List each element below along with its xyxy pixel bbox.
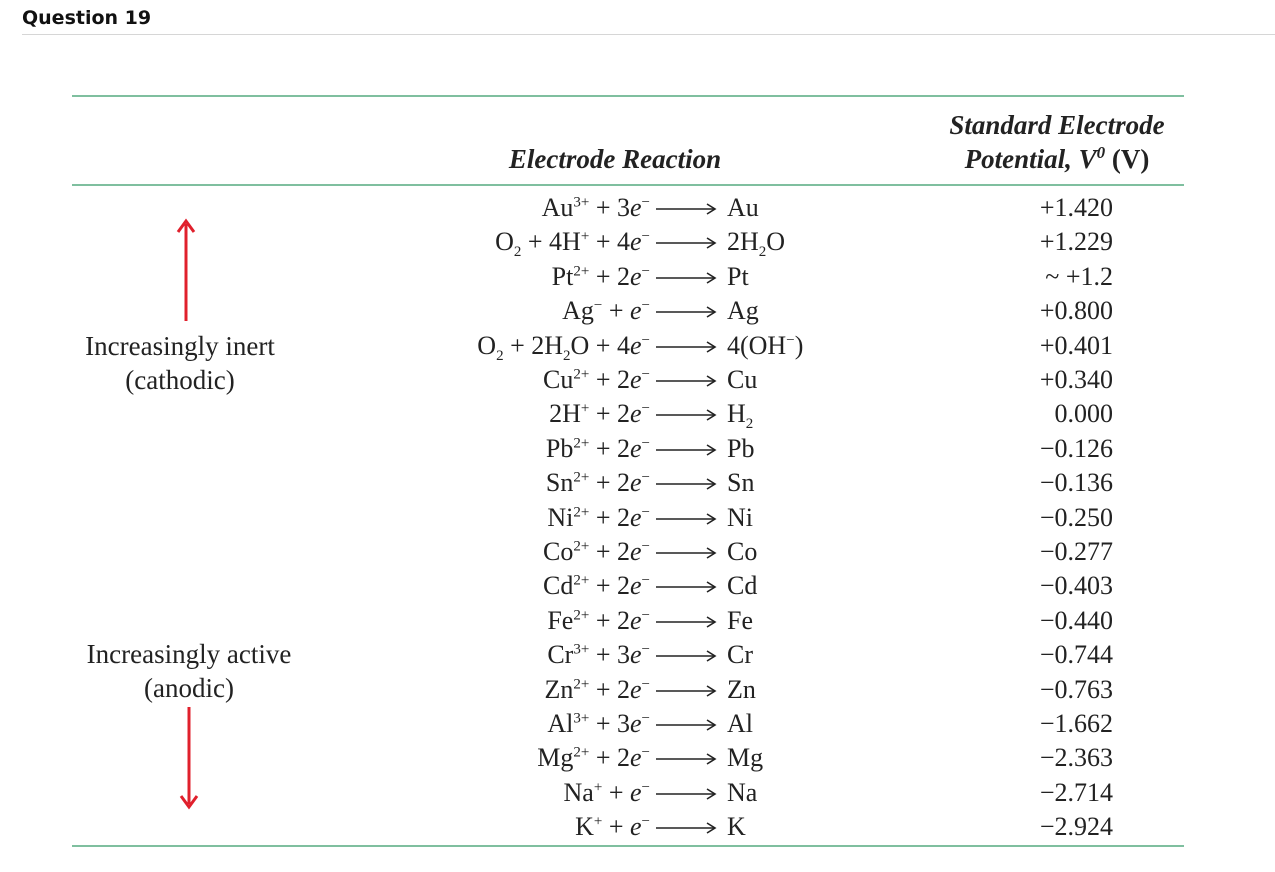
reactant-part: e [629,812,642,842]
reaction-products [727,501,753,535]
reaction-products [727,363,757,397]
reactant-part: − [641,228,650,245]
product-part: Ag [727,296,759,326]
table-row [0,776,1275,810]
reactant-part: Sn [545,468,574,498]
reaction-products [727,535,757,569]
reaction-products [727,225,785,259]
reaction-reactants [549,397,650,431]
table-row [0,397,1275,431]
reactant-part: Na [563,777,594,807]
reactant-part: 2+ [573,607,590,624]
table-header-rule [72,184,1184,186]
reactant-part: e [629,777,642,807]
reaction-arrow-icon [654,638,718,672]
standard-potential-value: −2.363 [1039,743,1113,773]
reaction-products [727,638,753,672]
product-part: H [727,399,746,429]
standard-potential-value: −0.440 [1039,605,1113,635]
reactant-part: − [641,263,650,280]
reactant-part: − [641,194,650,211]
reactant-part: Al [547,709,574,738]
product-part: Al [727,709,753,738]
table-row [0,466,1275,500]
table-row [0,260,1275,294]
reaction-reactants [546,432,650,466]
reactant-part: Zn [544,674,574,704]
reactant-part: + 3 [589,709,630,738]
reactant-part: + 2 [589,605,630,635]
standard-potential-value: −0.763 [1039,674,1113,704]
reactant-part: − [593,297,603,314]
reactant-part: − [641,297,650,314]
standard-potential-value: +1.420 [1039,193,1113,222]
reaction-arrow-icon [654,363,718,397]
table-row [0,294,1275,328]
header-potential-superscript: 0 [1096,143,1106,162]
product-part: Pt [727,261,749,291]
product-part: Mg [727,743,764,773]
reactant-part: 2 [513,244,522,261]
reaction-products [727,673,756,707]
reaction-products [727,569,757,603]
product-part: K [727,812,746,842]
reaction-arrow-icon [654,604,718,638]
reactant-part: Pb [545,433,574,463]
reactant-part: 2 [563,347,571,364]
reactant-part: + 4H [521,227,581,257]
reactant-part: e [629,502,642,532]
reaction-products [727,604,753,638]
standard-potential-value: −0.136 [1039,468,1113,498]
reaction-arrow-icon [654,501,718,535]
table-row [0,638,1275,672]
reactant-part: e [629,537,642,566]
reactant-part: Cr [547,640,574,670]
reactant-part: e [629,605,642,635]
reactant-part: e [629,640,642,670]
reactant-part: − [641,331,650,348]
reactant-part: − [641,779,650,796]
reaction-arrow-icon [654,535,718,569]
standard-potential-value: 0.000 [1054,399,1113,429]
reactant-part: K [575,812,594,842]
label-active-line2: (anodic) [144,673,234,703]
standard-potential-value: +0.800 [1039,296,1113,326]
reactant-part: + 3 [589,640,630,670]
reactant-part: e [629,709,642,738]
table-row [0,191,1275,225]
reactant-part: − [641,710,650,727]
product-part: O [766,227,786,257]
reactant-part: Mg [537,743,574,773]
reactant-part: − [641,435,650,452]
reactant-part: Pt [551,261,574,291]
reactant-part: e [629,468,642,498]
reaction-arrow-icon [654,673,718,707]
product-part: Cu [727,365,758,394]
reactant-part: + 2 [589,261,630,291]
product-part: 4(OH [727,330,787,360]
product-part: Pb [727,433,755,463]
reaction-arrow-icon [654,776,718,810]
reactant-part: 2+ [573,503,590,520]
reactant-part: Cd [543,571,574,601]
reactant-part: − [641,813,650,830]
reaction-products [727,191,759,225]
reactant-part: 2 [496,347,504,364]
reactant-part: − [641,744,650,761]
reactant-part: Au [541,193,574,222]
standard-potential-value: −0.744 [1039,640,1113,670]
reactant-part: e [629,743,642,773]
reactant-part: 2+ [573,469,590,486]
reactant-part: + 2 [589,743,630,773]
reaction-reactants [547,604,650,638]
reaction-reactants [552,260,650,294]
product-part: Fe [727,605,753,635]
reaction-reactants [543,535,650,569]
reactant-part: O [477,330,497,360]
product-part: − [786,331,795,348]
reactant-part: + [580,400,590,417]
product-part: Cd [727,571,758,601]
standard-potential-value: ~ +1.2 [1045,261,1113,291]
standard-potential-value: +0.401 [1039,330,1113,360]
reactant-part: 3+ [573,194,590,211]
reactant-part: e [629,330,642,360]
reaction-arrow-icon [654,225,718,259]
reactant-part: e [629,365,642,394]
product-part: Sn [727,468,755,498]
reactant-part: e [629,571,642,601]
reactant-part: + 4 [589,227,630,257]
header-potential-symbol: V [1078,144,1097,174]
product-part: 2 [758,244,767,261]
standard-potential-value: −0.403 [1039,571,1113,601]
product-part: Na [727,777,758,807]
reactant-part: − [641,469,650,486]
reactant-part: − [641,503,650,520]
reaction-reactants [537,741,650,775]
reactant-part: e [629,433,642,463]
reactant-part: e [629,193,642,222]
table-top-rule [72,95,1184,97]
reaction-reactants [495,225,650,259]
reactant-part: + 2 [589,674,630,704]
reaction-products [727,466,754,500]
product-part: 2H [727,227,759,257]
reaction-products [727,810,746,844]
reaction-reactants [543,363,650,397]
standard-potential-value: +1.229 [1039,227,1113,257]
reaction-products [727,707,753,741]
reactant-part: − [641,366,650,383]
product-part: Zn [727,674,756,704]
standard-potential-value: −1.662 [1039,709,1113,738]
reaction-reactants [477,329,650,363]
reactant-part: − [641,538,650,555]
reaction-products [727,260,749,294]
table-bottom-rule [72,845,1184,847]
reactant-part: − [641,400,650,417]
reactant-part: + 2 [589,399,630,429]
header-electrode-reaction: Electrode Reaction [508,144,722,174]
reactant-part: − [641,641,650,658]
standard-potential-value: −2.924 [1039,812,1113,842]
reactant-part: Co [543,537,574,566]
table-row [0,535,1275,569]
reactant-part: e [629,296,642,326]
reactant-part: + 2 [589,365,630,394]
product-part: Au [727,193,759,222]
reactant-part: 3+ [573,710,590,727]
reactant-part: − [641,572,650,589]
table-row [0,501,1275,535]
standard-potential-value: −0.250 [1039,502,1113,532]
table-row [0,432,1275,466]
reactant-part: + [602,812,630,842]
reactant-part: O + 4 [570,330,630,360]
table-row [0,604,1275,638]
reaction-arrow-icon [654,432,718,466]
reactant-part: 2+ [573,263,590,280]
reaction-reactants [546,466,650,500]
reaction-products [727,329,803,363]
reactant-part: Ag [562,296,594,326]
reactant-part: + [593,779,603,796]
reaction-products [727,294,759,328]
reactant-part: Fe [547,605,574,635]
reactant-part: + 2 [589,433,630,463]
reaction-reactants [562,294,650,328]
reactant-part: 2+ [573,435,590,452]
question-title: Question 19 [22,7,152,29]
reactant-part: e [629,674,642,704]
reactant-part: 3+ [573,641,590,658]
table-row [0,225,1275,259]
reaction-arrow-icon [654,466,718,500]
table-row [0,741,1275,775]
standard-potential-value: +0.340 [1039,365,1113,394]
reaction-arrow-icon [654,191,718,225]
reactant-part: e [629,227,642,257]
reactant-part: + [602,777,630,807]
reactant-part: + 2H [503,330,564,360]
reaction-arrow-icon [654,294,718,328]
reactant-part: + 2 [589,537,630,566]
reactant-part: 2+ [573,538,590,555]
reactant-part: 2+ [573,675,590,692]
reactant-part: 2+ [573,572,590,589]
reaction-reactants [542,191,650,225]
product-part: 2 [745,416,754,433]
reaction-arrow-icon [654,260,718,294]
reaction-reactants [544,673,650,707]
reactant-part: + [593,813,603,830]
table-row [0,673,1275,707]
reactant-part: − [641,607,650,624]
reaction-arrow-icon [654,707,718,741]
table-row [0,363,1275,397]
reactant-part: + 2 [589,571,630,601]
reaction-reactants [547,707,650,741]
reaction-arrow-icon [654,329,718,363]
table-row [0,810,1275,844]
reaction-arrow-icon [654,810,718,844]
standard-potential-value: −0.277 [1039,537,1113,566]
standard-potential-value: −0.126 [1039,433,1113,463]
reactant-part: + [602,296,630,326]
reaction-reactants [543,569,650,603]
label-inert-line1: Increasingly inert [85,331,275,361]
reaction-arrow-icon [654,397,718,431]
reactant-part: − [641,675,650,692]
product-part: ) [794,330,804,360]
reactant-part: + 3 [589,193,630,222]
header-potential-line1: Standard Electrode [949,110,1165,140]
reaction-products [727,776,757,810]
reactant-part: e [629,399,642,429]
reaction-products [727,741,763,775]
standard-potential-value: −2.714 [1039,777,1113,807]
header-potential-text: Potential, [964,144,1072,174]
product-part: Co [727,537,758,566]
reactant-part: O [495,227,514,257]
reactant-part: 2H [549,399,581,429]
reactant-part: + [580,228,590,245]
label-active-line1: Increasingly active [86,639,292,669]
reaction-reactants [547,501,650,535]
reaction-reactants [575,810,650,844]
reactant-part: 2+ [573,744,590,761]
reaction-products [727,397,753,431]
reactant-part: Ni [547,502,574,532]
header-potential-line2 [965,144,1150,175]
reactant-part: + 2 [589,468,630,498]
reaction-arrow-icon [654,741,718,775]
reaction-products [727,432,754,466]
product-part: Cr [727,640,753,670]
reactant-part: Cu [543,365,574,394]
reactant-part: + 2 [589,502,630,532]
reactant-part: e [629,261,642,291]
table-row [0,569,1275,603]
table-row [0,707,1275,741]
reaction-reactants [547,638,650,672]
product-part: Ni [727,502,753,532]
reaction-arrow-icon [654,569,718,603]
reactant-part: 2+ [573,366,590,383]
label-inert-line2: (cathodic) [125,365,235,395]
header-potential-unit: (V) [1111,144,1150,174]
reaction-reactants [564,776,650,810]
table-row [0,329,1275,363]
